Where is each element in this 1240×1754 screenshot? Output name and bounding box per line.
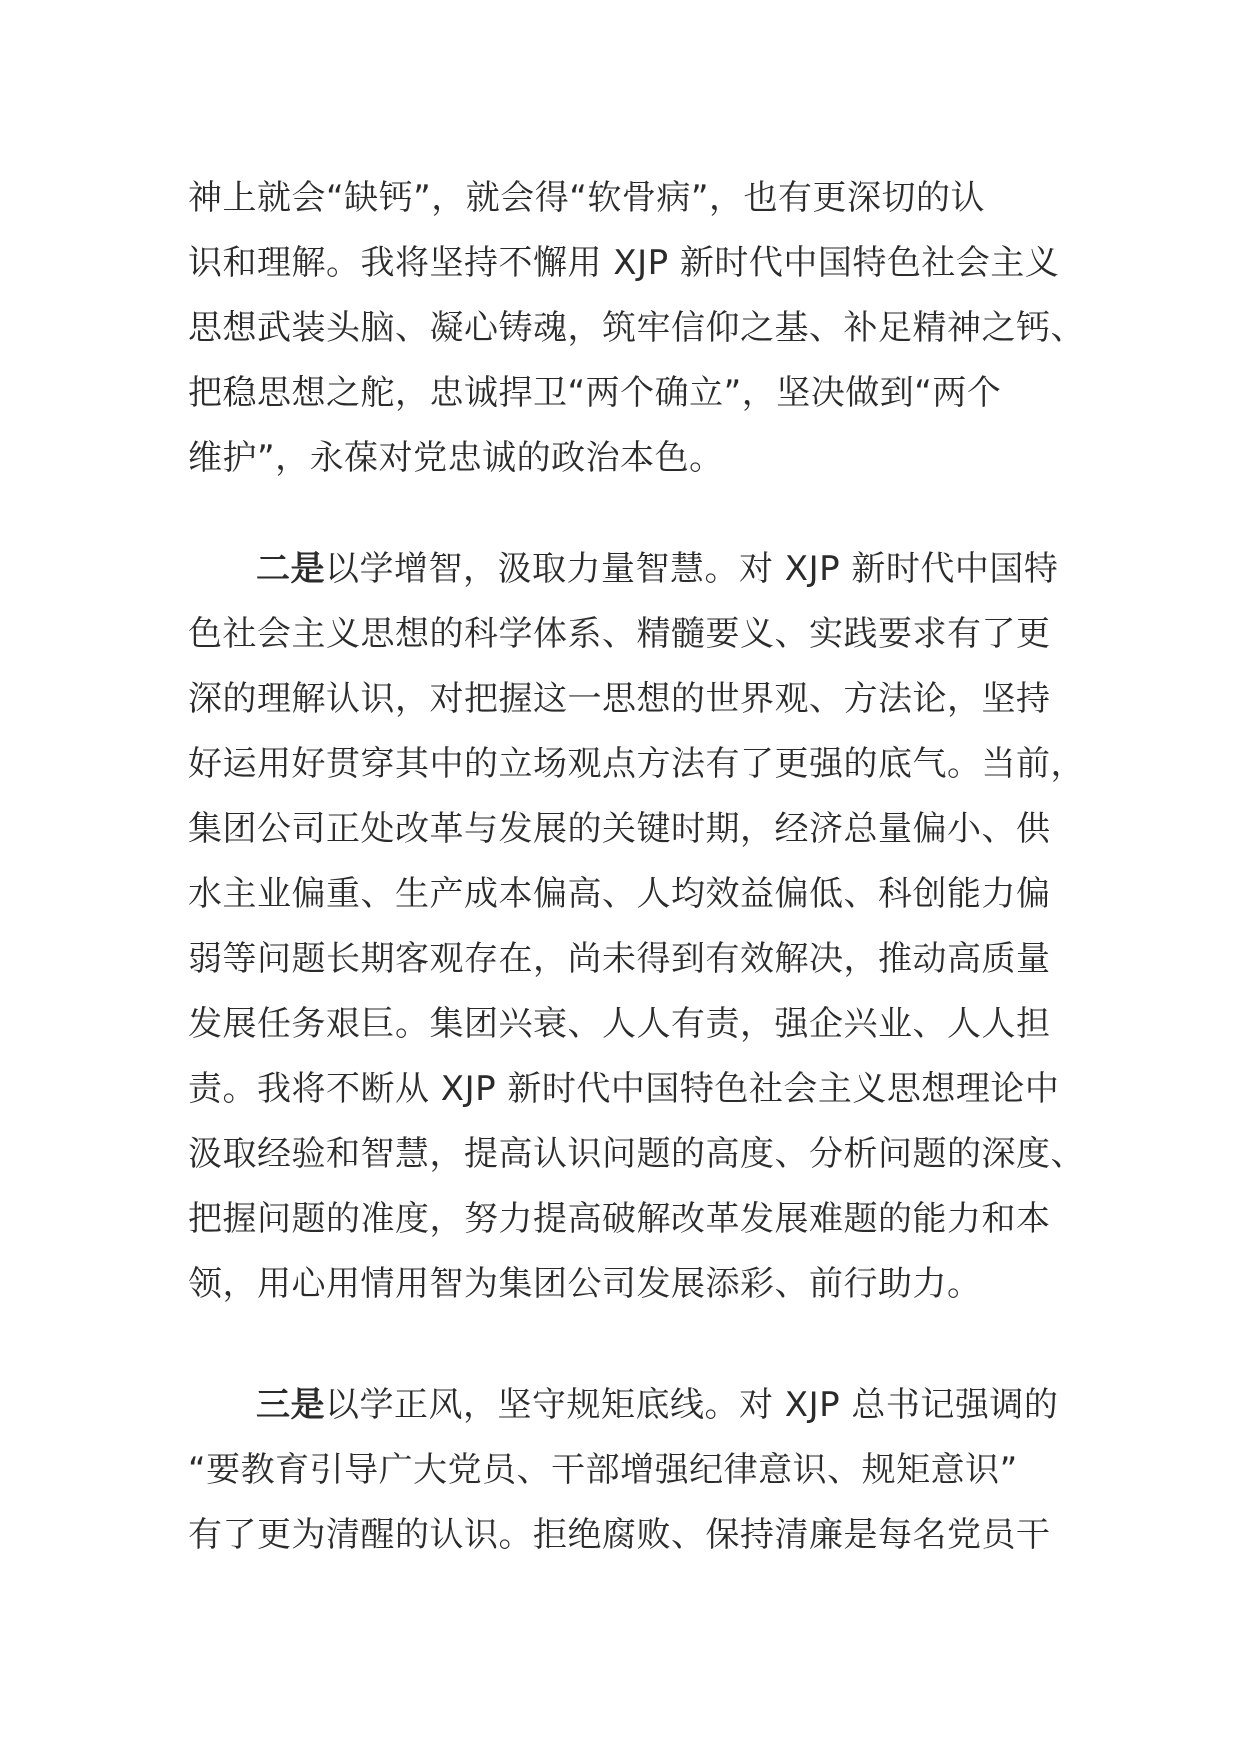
text-line-first bbox=[188, 537, 1068, 602]
text-line: 思想武装头脑、凝心铸魂，筑牢信仰之基、补足精神之钙、 bbox=[188, 308, 1085, 348]
text-line: “要教育引导广大党员、干部增强纪律意识、规矩意识” bbox=[188, 1450, 1018, 1490]
text-line: 识和理解。我将坚持不懈用 XJP 新时代中国特色社会主义 bbox=[188, 243, 1060, 283]
text-line: 发展任务艰巨。集团兴衰、人人有责，强企兴业、人人担 bbox=[188, 1004, 1051, 1044]
paragraph-2 bbox=[188, 537, 1085, 1317]
text-line: 集团公司正处改革与发展的关键时期，经济总量偏小、供 bbox=[188, 809, 1051, 849]
text-line: 领，用心用情用智为集团公司发展添彩、前行助力。 bbox=[188, 1264, 982, 1304]
paragraph-lead: 二是 bbox=[256, 549, 325, 589]
text-line: 水主业偏重、生产成本偏高、人均效益偏低、科创能力偏 bbox=[188, 874, 1051, 914]
text-line: 深的理解认识，对把握这一思想的世界观、方法论，坚持 bbox=[188, 679, 1051, 719]
text-line: 有了更为清醒的认识。拒绝腐败、保持清廉是每名党员干 bbox=[188, 1515, 1051, 1555]
text-line-first bbox=[188, 1373, 1068, 1438]
text-line-rest: 以学正风，坚守规矩底线。对 XJP 总书记强调的 bbox=[325, 1385, 1059, 1425]
text-line: 把稳思想之舵，忠诚捍卫“两个确立”，坚决做到“两个 bbox=[188, 373, 1002, 413]
text-line: 好运用好贯穿其中的立场观点方法有了更强的底气。当前， bbox=[188, 744, 1085, 784]
paragraph-1 bbox=[188, 166, 1085, 491]
text-line: 弱等问题长期客观存在，尚未得到有效解决，推动高质量 bbox=[188, 939, 1051, 979]
text-line: 把握问题的准度，努力提高破解改革发展难题的能力和本 bbox=[188, 1199, 1051, 1239]
paragraph-lead: 三是 bbox=[256, 1385, 325, 1425]
text-line: 色社会主义思想的科学体系、精髓要义、实践要求有了更 bbox=[188, 614, 1051, 654]
text-line: 神上就会“缺钙”，就会得“软骨病”，也有更深切的认 bbox=[188, 178, 985, 218]
text-line: 汲取经验和智慧，提高认识问题的高度、分析问题的深度、 bbox=[188, 1134, 1085, 1174]
text-line: 责。我将不断从 XJP 新时代中国特色社会主义思想理论中 bbox=[188, 1069, 1060, 1109]
text-line-rest: 以学增智，汲取力量智慧。对 XJP 新时代中国特 bbox=[325, 549, 1059, 589]
paragraph-3 bbox=[188, 1373, 1068, 1568]
text-line: 维护”，永葆对党忠诚的政治本色。 bbox=[188, 438, 724, 478]
